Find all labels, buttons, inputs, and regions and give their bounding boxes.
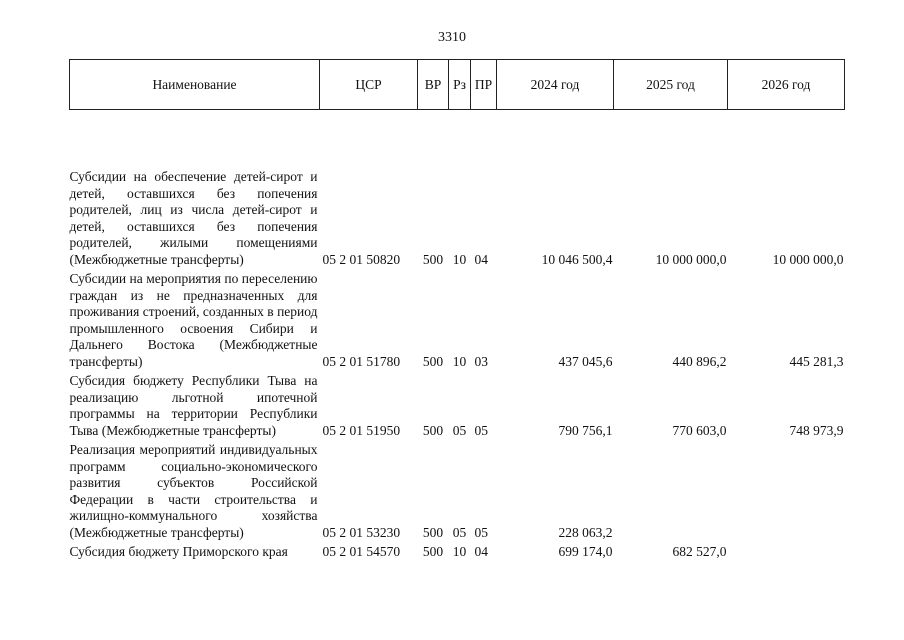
- table-row: [70, 544, 845, 564]
- row-name: Субсидия бюджету Республики Тыва на реализацию льготной ипотечной программы на территории Республики Тыва (Межбюджетные трансферты): [69, 373, 318, 438]
- row-name: Субсидии на обеспечение детей-сирот и детей, оставшихся без попечения родителей, лиц из числа детей-сирот и детей, оставшихся без попечения родителей, жилыми помещениями (Межбюджетные трансферты): [69, 169, 318, 267]
- row-rz: 05: [452, 422, 467, 438]
- row-name: Субсидии на мероприятия по переселению граждан из не предназначенных для проживания строений, созданных в период промышленного освоения Сибири и Дальнего Востока (Межбюджетные трансферты): [69, 271, 318, 369]
- row-pr: 04: [474, 251, 488, 267]
- table-row: [70, 373, 845, 442]
- header-rz: Рз: [449, 60, 471, 110]
- table-row: [70, 442, 845, 544]
- row-rz: 05: [452, 524, 467, 540]
- row-2024: 790 756,1: [558, 422, 613, 438]
- row-2026: [728, 544, 845, 564]
- row-vr: 500: [422, 422, 444, 438]
- row-vr: 500: [422, 353, 444, 369]
- row-2025: 10 000 000,0: [655, 251, 727, 267]
- row-2025: 770 603,0: [672, 422, 727, 438]
- header-name: Наименование: [70, 60, 320, 110]
- header-2024: 2024 год: [497, 60, 614, 110]
- row-csr: 05 2 01 54570: [322, 544, 401, 559]
- row-2026: 445 281,3: [789, 353, 844, 369]
- row-vr: 500: [422, 251, 444, 267]
- row-pr: 05: [474, 422, 488, 438]
- row-csr: 05 2 01 53230: [322, 524, 401, 540]
- row-pr: 03: [474, 353, 488, 369]
- row-csr: 05 2 01 51950: [322, 422, 401, 438]
- row-name: Реализация мероприятий индивидуальных программ социально-экономического развития субъектов Российской Федерации в части строительства и жилищно-коммунального хозяйства (Межбюджетные трансферты): [69, 442, 318, 540]
- row-2025: [614, 442, 728, 544]
- table-header-row: [70, 60, 845, 110]
- header-csr: ЦСР: [320, 60, 418, 110]
- row-2024: 10 046 500,4: [541, 251, 613, 267]
- row-2024: 228 063,2: [558, 524, 613, 540]
- header-vr: ВР: [418, 60, 449, 110]
- table-row: [70, 271, 845, 373]
- header-2025: 2025 год: [614, 60, 728, 110]
- row-pr: 05: [474, 524, 488, 540]
- row-2026: [728, 442, 845, 544]
- row-pr: 04: [474, 544, 488, 559]
- row-csr: 05 2 01 51780: [322, 353, 401, 369]
- row-csr: 05 2 01 50820: [322, 251, 401, 267]
- page-number: 3310: [438, 30, 466, 45]
- table-row: [70, 110, 845, 272]
- row-vr: 500: [422, 544, 444, 559]
- row-rz: 10: [452, 251, 467, 267]
- header-pr: ПР: [471, 60, 497, 110]
- row-2024: 699 174,0: [558, 544, 613, 559]
- row-2025: 682 527,0: [672, 544, 727, 559]
- header-2026: 2026 год: [728, 60, 845, 110]
- row-rz: 10: [452, 353, 467, 369]
- row-2025: 440 896,2: [672, 353, 727, 369]
- row-rz: 10: [452, 544, 467, 559]
- row-name: Субсидия бюджету Приморского края: [69, 544, 288, 559]
- row-2024: 437 045,6: [558, 353, 613, 369]
- row-2026: 748 973,9: [789, 422, 844, 438]
- budget-table: [69, 59, 845, 564]
- row-vr: 500: [422, 524, 444, 540]
- row-2026: 10 000 000,0: [772, 251, 844, 267]
